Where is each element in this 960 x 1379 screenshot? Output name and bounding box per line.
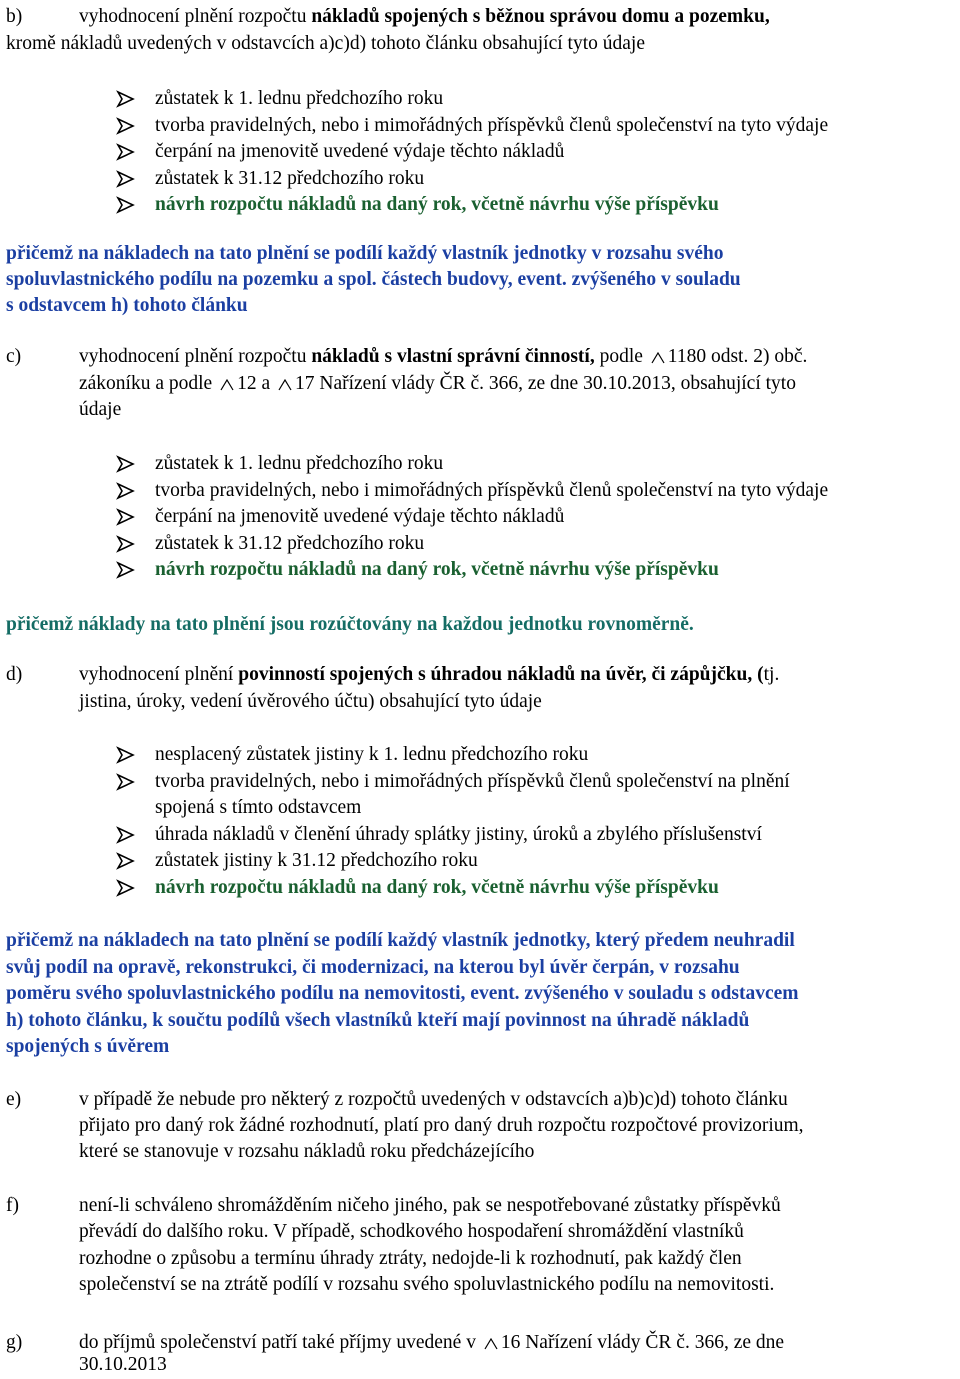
section-d-line-1 xyxy=(79,662,956,689)
section-e-line-3: které se stanovuje v rozsahu nákladů roku předcházejícího xyxy=(79,1141,535,1162)
note-text: svůj podíl na opravě, rekonstrukci, či modernizaci, na kterou byl úvěr čerpán, v rozsahu xyxy=(6,957,740,978)
note-text: spojených s úvěrem xyxy=(6,1036,170,1057)
section-c-line-2 xyxy=(79,371,956,398)
list-item-text: zůstatek jistiny k 31.12 předchozího roku xyxy=(155,850,478,871)
arrow-bullet-icon xyxy=(116,455,136,473)
list-item xyxy=(108,86,960,113)
bold-text: nákladů spojených s běžnou správou domu a pozemku, xyxy=(311,6,770,27)
arrow-bullet-icon xyxy=(116,170,136,188)
section-marker: e) xyxy=(6,1089,22,1110)
paragraph-hook-icon xyxy=(651,352,665,364)
note-text: spoluvlastnického podílu na pozemku a spol. částech budovy, event. zvýšeného v souladu xyxy=(6,269,741,290)
arrow-bullet-icon xyxy=(116,826,136,844)
section-d-line-2: jistina, úroky, vedení úvěrového účtu) obsahující tyto údaje xyxy=(79,691,542,712)
paragraph-hook-icon xyxy=(278,379,292,391)
section-f-line-2: převádí do dalšího roku. V případě, schodkového hospodaření shromáždění vlastníků xyxy=(79,1221,744,1242)
text: zákoníku a podle xyxy=(79,373,218,394)
bullet-list-d xyxy=(108,742,960,901)
text: 17 Nařízení vlády ČR č. 366, ze dne 30.10.2013, obsahující tyto xyxy=(295,373,796,394)
text: vyhodnocení plnění xyxy=(79,664,239,685)
section-marker: c) xyxy=(6,346,22,367)
arrow-bullet-icon xyxy=(116,535,136,553)
arrow-bullet-icon xyxy=(116,508,136,526)
list-item xyxy=(108,504,960,531)
arrow-bullet-icon xyxy=(116,196,136,214)
arrow-bullet-icon xyxy=(116,90,136,108)
list-item xyxy=(108,557,960,584)
section-e-line-2: přijato pro daný rok žádné rozhodnutí, platí pro daný druh rozpočtu rozpočtové provizorium, xyxy=(79,1115,804,1136)
section-b-line-2: kromě nákladů uvedených v odstavcích a)c)d) tohoto článku obsahující tyto údaje xyxy=(6,33,645,54)
list-item xyxy=(108,166,960,193)
list-item-text: zůstatek k 1. lednu předchozího roku xyxy=(155,88,444,109)
note-d-line-2 xyxy=(6,955,956,982)
list-item-text: tvorba pravidelných, nebo i mimořádných příspěvků členů společenství na plnění xyxy=(155,770,790,792)
list-item-text-bold: návrh rozpočtu nákladů na daný rok, včetně návrhu výše příspěvku xyxy=(155,559,719,580)
section-e-line-1: v případě že nebude pro některý z rozpočtů uvedených v odstavcích a)b)c)d) tohoto článku xyxy=(79,1089,788,1110)
list-item-text: zůstatek k 31.12 předchozího roku xyxy=(155,532,425,554)
note-b-line-1 xyxy=(6,241,956,268)
list-item xyxy=(108,139,960,166)
note-text: h) tohoto článku, k součtu podílů všech vlastníků kteří mají povinnost na úhradě nákladů xyxy=(6,1010,750,1031)
paragraph-hook-icon xyxy=(220,379,234,391)
text: podle xyxy=(594,346,648,367)
note-text: s odstavcem h) tohoto článku xyxy=(6,295,248,316)
text: do příjmů společenství patří také příjmy uvedené v xyxy=(79,1332,481,1353)
text: vyhodnocení plnění rozpočtu xyxy=(79,346,312,367)
arrow-bullet-icon xyxy=(116,117,136,135)
list-item-continuation xyxy=(108,795,960,822)
note-text: poměru svého spoluvlastnického podílu na nemovitosti, event. zvýšeného v souladu s odstavcem xyxy=(6,983,799,1004)
section-g-line-2: 30.10.2013 xyxy=(79,1354,167,1375)
arrow-bullet-icon xyxy=(116,143,136,161)
section-f-line-1: není-li schváleno shromážděním ničeho jiného, pak se nespotřebované zůstatky příspěvků xyxy=(79,1195,781,1216)
list-item xyxy=(108,451,960,478)
text: tj. xyxy=(763,664,780,685)
list-item xyxy=(108,531,960,558)
note-d-line-1 xyxy=(6,928,956,955)
list-item xyxy=(108,769,960,796)
section-marker: f) xyxy=(6,1195,19,1216)
list-item-text: spojená s tímto odstavcem xyxy=(155,797,362,818)
text: vyhodnocení plnění rozpočtu xyxy=(79,6,312,27)
list-item xyxy=(108,478,960,505)
list-item-text: tvorba pravidelných, nebo i mimořádných příspěvků členů společenství na tyto výdaje xyxy=(155,114,829,136)
note-text: přičemž na nákladech na tato plnění se podílí každý vlastník jednotky, který předem neuhradil xyxy=(6,930,795,951)
section-marker: g) xyxy=(6,1332,23,1353)
note-b-line-3 xyxy=(6,293,956,320)
arrow-bullet-icon xyxy=(116,852,136,870)
section-c-line-1 xyxy=(79,344,956,371)
list-item xyxy=(108,875,960,902)
bold-text: povinností spojených s úhradou nákladů na úvěr, či zápůjčku, ( xyxy=(238,664,764,685)
note-text: přičemž na nákladech na tato plnění se podílí každý vlastník jednotky v rozsahu svého xyxy=(6,243,724,264)
list-item-text: úhrada nákladů v členění úhrady splátky jistiny, úroků a zbylého příslušenství xyxy=(155,823,762,845)
list-item-text: zůstatek k 1. lednu předchozího roku xyxy=(155,453,444,474)
paragraph-hook-icon xyxy=(484,1338,498,1350)
list-item-text: čerpání na jmenovitě uvedené výdaje těchto nákladů xyxy=(155,141,565,162)
note-d-line-4 xyxy=(6,1008,956,1035)
list-item-text-bold: návrh rozpočtu nákladů na daný rok, včetně návrhu výše příspěvku xyxy=(155,876,719,898)
section-b-line-1 xyxy=(79,4,956,31)
list-item-text: nesplacený zůstatek jistiny k 1. lednu předchozího roku xyxy=(155,744,589,765)
arrow-bullet-icon xyxy=(116,879,136,897)
arrow-bullet-icon xyxy=(116,561,136,579)
note-text: přičemž náklady na tato plnění jsou rozúčtovány na každou jednotku rovnoměrně. xyxy=(6,614,694,635)
list-item xyxy=(108,192,960,219)
text: 1180 odst. 2) obč. xyxy=(667,346,808,367)
bullet-list-c xyxy=(108,451,960,584)
list-item-text: čerpání na jmenovitě uvedené výdaje těchto nákladů xyxy=(155,506,565,527)
section-marker: b) xyxy=(6,6,23,27)
note-c xyxy=(6,612,956,639)
list-item xyxy=(108,742,960,769)
list-item xyxy=(108,848,960,875)
arrow-bullet-icon xyxy=(116,773,136,791)
list-item-text: tvorba pravidelných, nebo i mimořádných příspěvků členů společenství na tyto výdaje xyxy=(155,479,829,501)
list-item-text-bold: návrh rozpočtu nákladů na daný rok, včetně návrhu výše příspěvku xyxy=(155,194,719,215)
list-item-text: zůstatek k 31.12 předchozího roku xyxy=(155,167,425,189)
bullet-list-b xyxy=(108,86,960,219)
section-marker: d) xyxy=(6,664,23,685)
section-f-line-3: rozhodne o způsobu a termínu úhrady ztráty, nedojde-li k rozhodnutí, pak každý člen xyxy=(79,1248,742,1269)
section-f-line-4: společenství se na ztrátě podílí v rozsahu svého spoluvlastnického podílu na nemovitosti. xyxy=(79,1274,775,1295)
arrow-bullet-icon xyxy=(116,746,136,764)
section-c-line-3: údaje xyxy=(79,399,122,420)
list-item xyxy=(108,113,960,140)
bold-text: nákladů s vlastní správní činností, xyxy=(311,346,595,367)
arrow-bullet-icon xyxy=(116,482,136,500)
note-d-line-3 xyxy=(6,981,956,1008)
note-b-line-2 xyxy=(6,267,956,294)
text: 12 a xyxy=(237,373,275,394)
note-d-line-5 xyxy=(6,1034,956,1061)
text: 16 Nařízení vlády ČR č. 366, ze dne xyxy=(500,1332,785,1353)
list-item xyxy=(108,822,960,849)
